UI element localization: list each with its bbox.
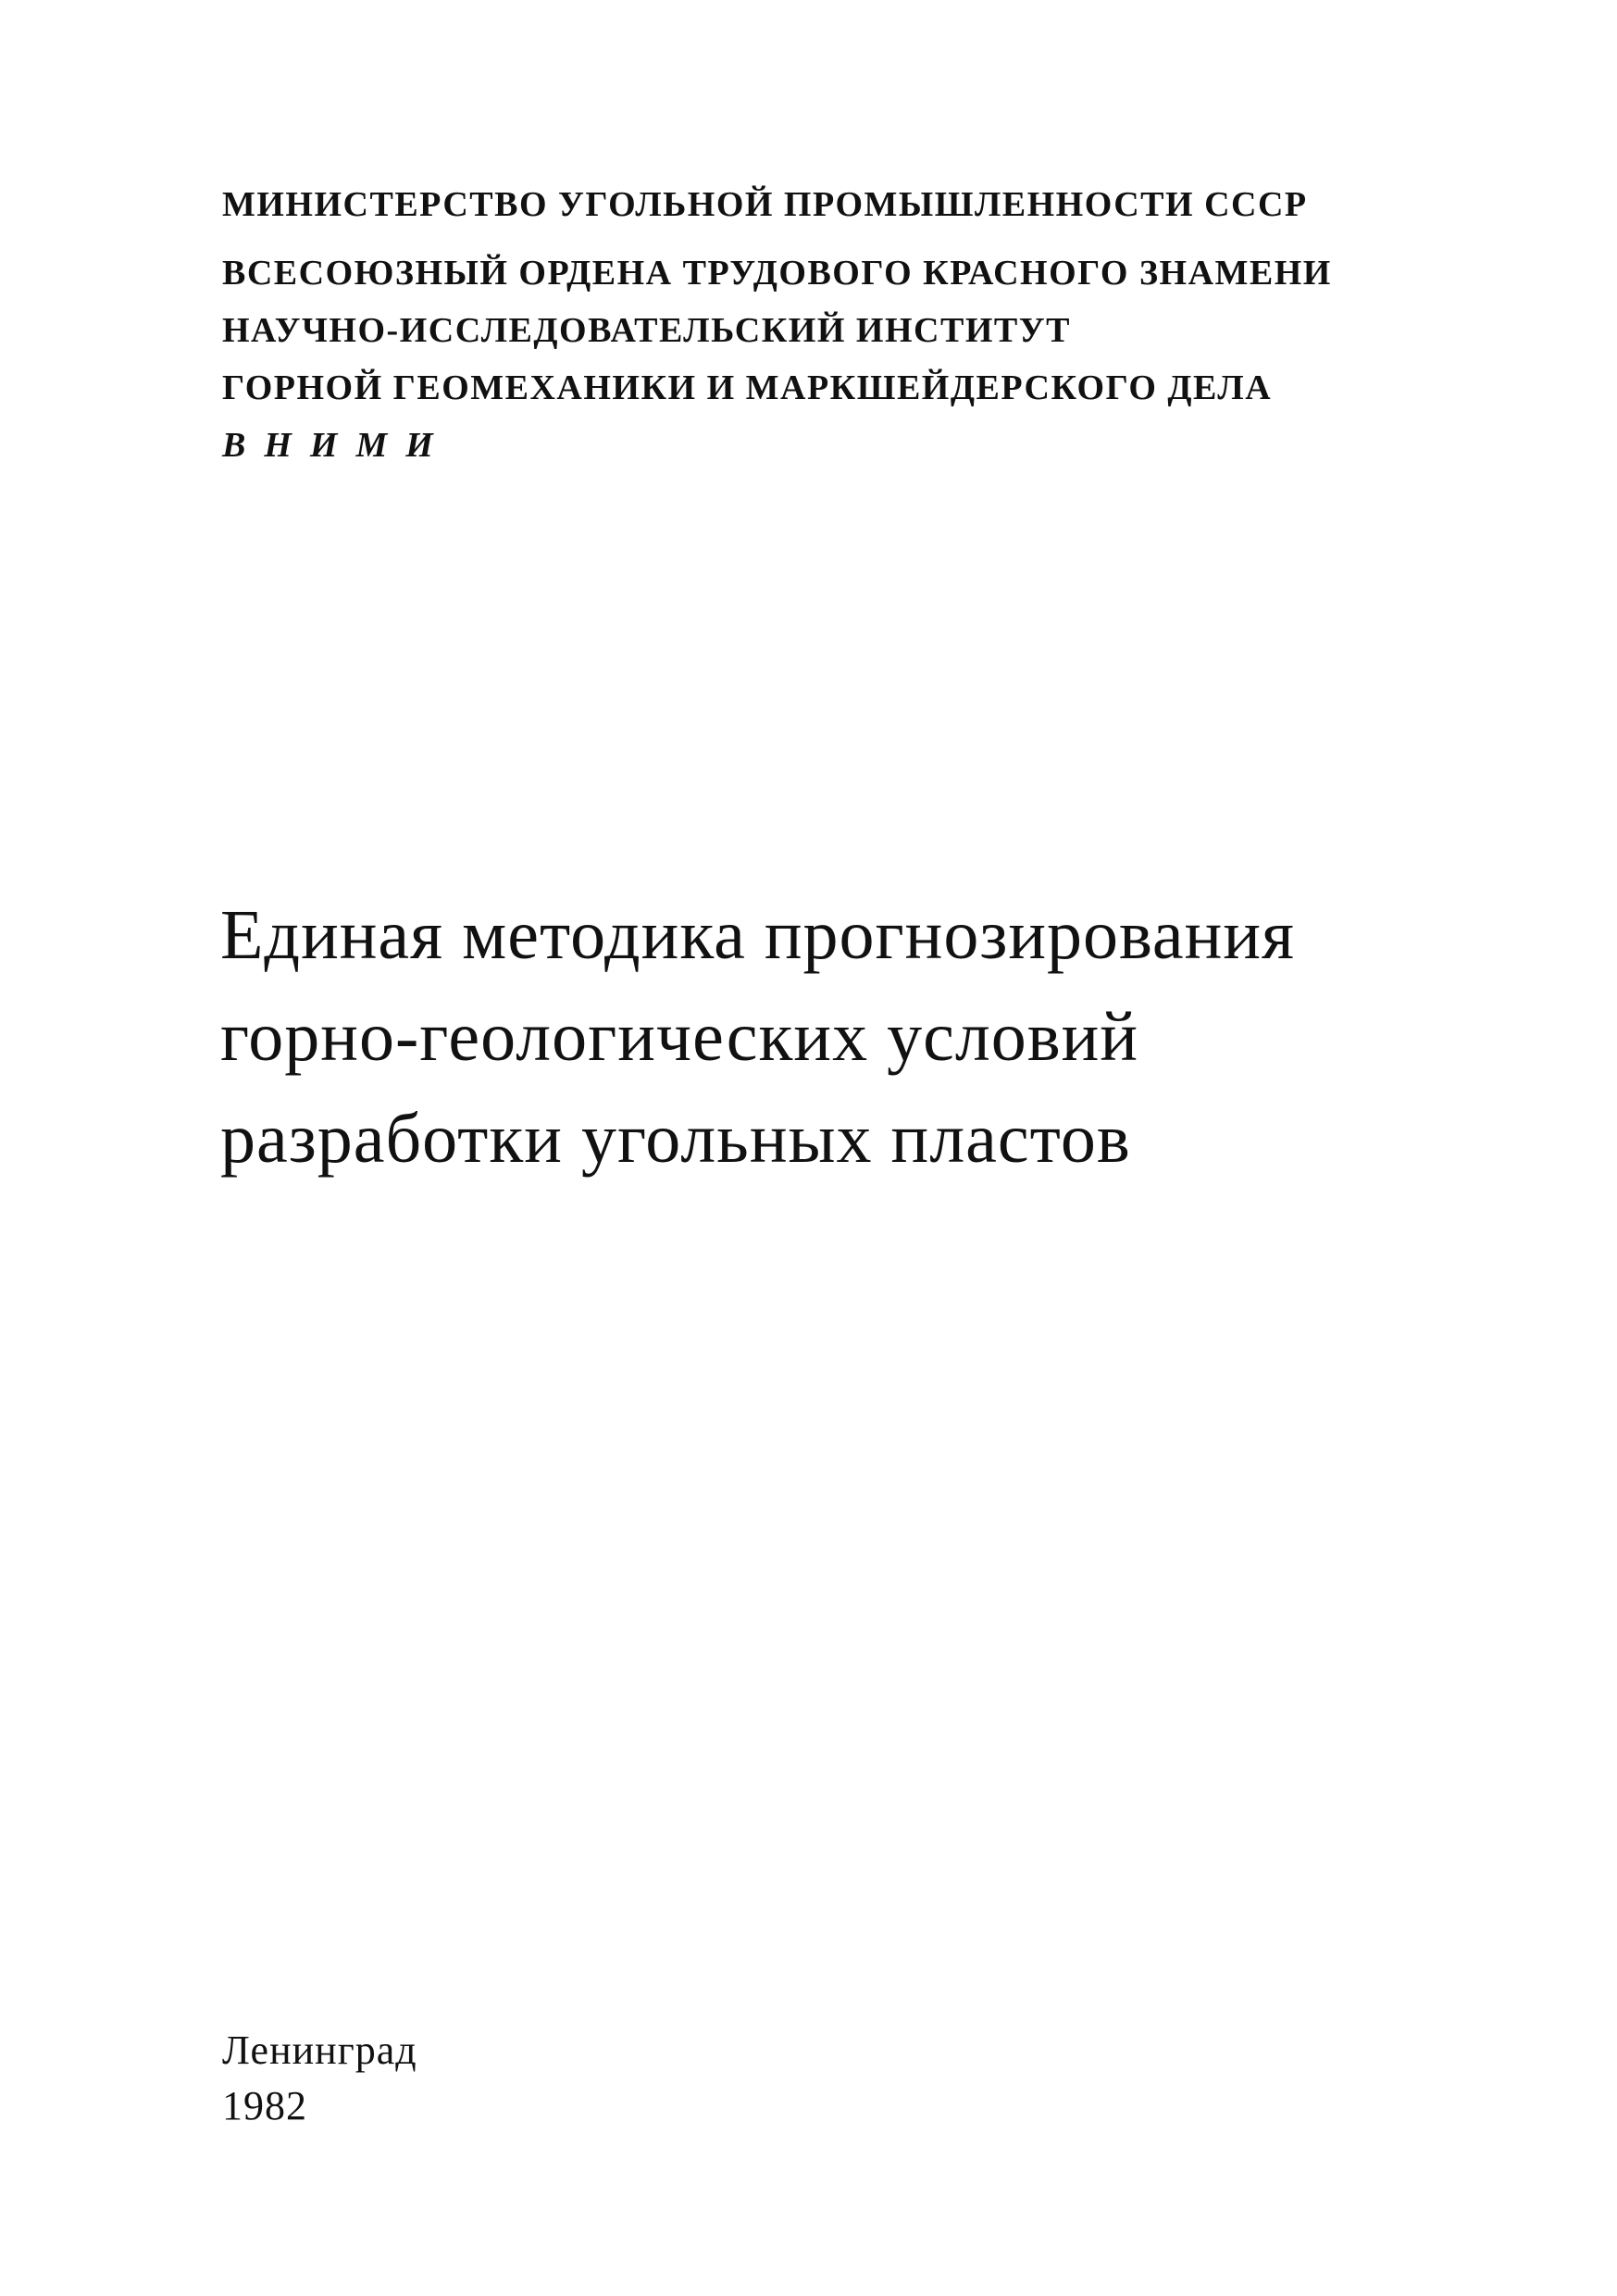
imprint-city: Ленинград [222,2028,417,2073]
institute-name-line-3: ГОРНОЙ ГЕОМЕХАНИКИ И МАРКШЕЙДЕРСКОГО ДЕЛА [222,368,1273,407]
institute-name-line-1: ВСЕСОЮЗНЫЙ ОРДЕНА ТРУДОВОГО КРАСНОГО ЗНАМЕНИ [222,254,1332,293]
publisher-header [222,176,1425,474]
title-line-1: Единая методика прогнозирования [220,896,1295,974]
institute-name-line-2: НАУЧНО-ИССЛЕДОВАТЕЛЬСКИЙ ИНСТИТУТ [222,311,1071,350]
institute-abbreviation: ВНИМИ [222,426,452,465]
title-line-3: разработки угольных пластов [220,1100,1131,1178]
imprint [222,2023,417,2134]
ministry-name: МИНИСТЕРСТВО УГОЛЬНОЙ ПРОМЫШЛЕННОСТИ СССР [222,185,1308,224]
document-title [220,884,1498,1190]
title-line-2: горно-геологических условий [220,998,1138,1076]
imprint-year: 1982 [222,2083,307,2128]
